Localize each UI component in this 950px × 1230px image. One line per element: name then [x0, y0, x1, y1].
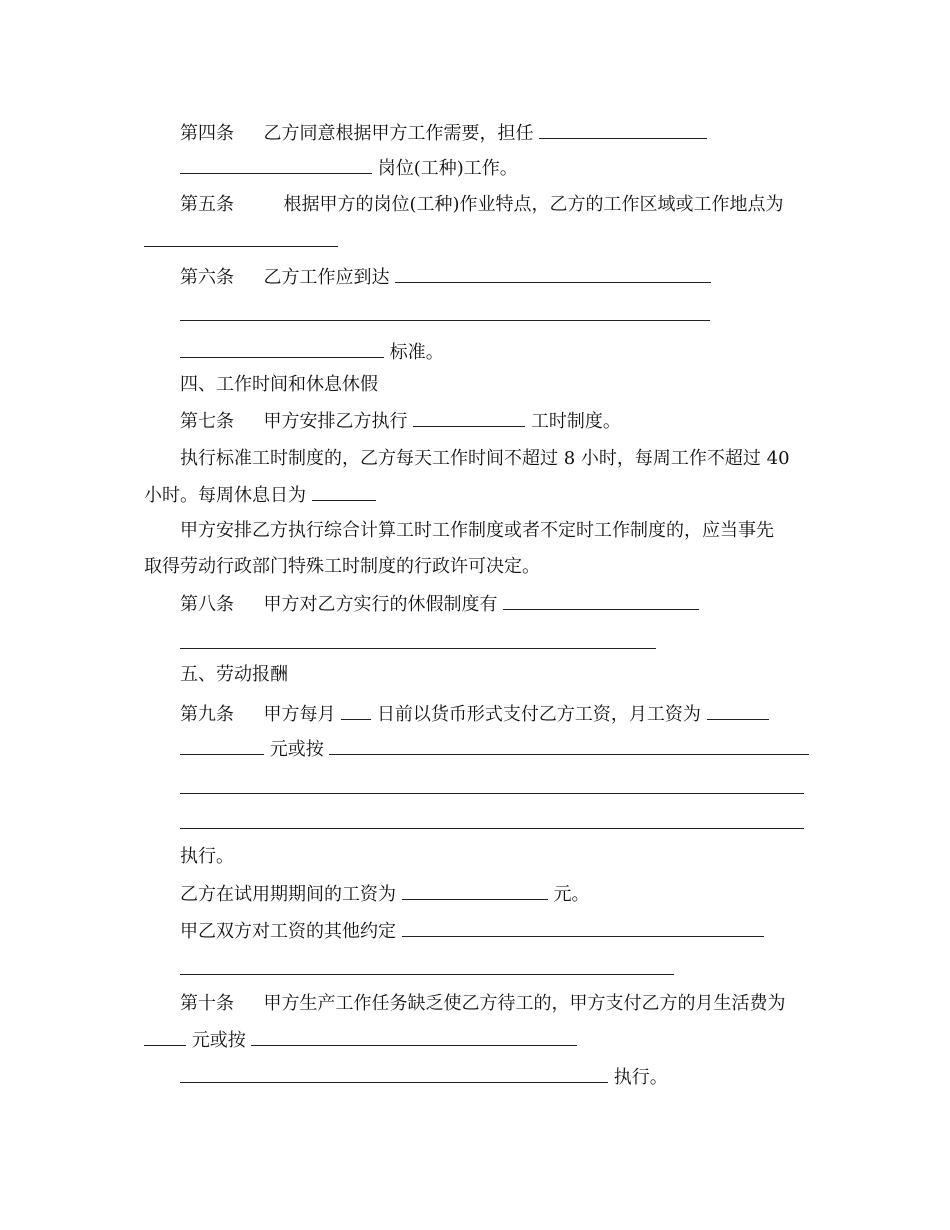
article-9-line1: [180, 703, 769, 726]
article-4-text: 乙方同意根据甲方工作需要，担任: [263, 123, 534, 144]
article-9-line5: [180, 846, 234, 868]
article-4-label: 第四条: [180, 123, 234, 144]
probation-text-a: 乙方在试用期期间的工资为: [180, 884, 396, 905]
position-blank: [539, 122, 707, 139]
article-8-line1: [180, 593, 699, 616]
allowance-method-blank-2: [180, 1066, 608, 1083]
flexible-hours-text-2: 取得劳动行政部门特殊工时制度的行政许可决定。: [144, 556, 540, 577]
section-4-heading: [180, 374, 378, 396]
flexible-hours-line2: [144, 556, 540, 578]
article-9-text-a: 甲方每月: [263, 704, 336, 725]
standard-hours-text-2: 小时。每周休息日为: [144, 485, 306, 506]
article-6-line1: [180, 266, 711, 289]
article-9-end: 执行。: [180, 846, 234, 867]
flexible-hours-line1: [180, 520, 774, 542]
article-6-end: 标准。: [389, 342, 444, 363]
flexible-hours-text-1: 甲方安排乙方执行综合计算工时工作制度或者不定时工作制度的，应当事先: [180, 520, 774, 541]
article-10-line1: [180, 993, 785, 1015]
wage-method-blank-2: [180, 793, 804, 794]
article-7-text: 甲方安排乙方执行: [263, 411, 408, 432]
article-10-line2: [144, 1029, 577, 1052]
article-8-text: 甲方对乙方实行的休假制度有: [263, 594, 498, 615]
standard-hours-text-1: 执行标准工时制度的，乙方每天工作时间不超过 8 小时，每周工作不超过 40: [180, 448, 790, 469]
article-8-label: 第八条: [180, 594, 234, 615]
article-7-label: 第七条: [180, 411, 234, 432]
probation-wage-line: [180, 883, 589, 906]
article-5-line1: [180, 194, 784, 216]
wage-method-blank-1: [329, 738, 809, 755]
article-9-text-b: 日前以货币形式支付乙方工资，月工资为: [376, 704, 701, 725]
article-5-text: 根据甲方的岗位(工种)作业特点，乙方的工作区域或工作地点为: [283, 194, 784, 215]
article-10-end: 执行。: [613, 1067, 668, 1088]
article-4-line1: [180, 122, 707, 145]
article-6-text: 乙方工作应到达: [263, 267, 390, 288]
monthly-wage-blank-2: [180, 738, 264, 755]
other-pay-blank-1: [402, 920, 764, 937]
probation-text-b: 元。: [553, 884, 590, 905]
living-allowance-blank: [144, 1029, 186, 1046]
monthly-wage-blank-1: [707, 703, 769, 720]
leave-system-blank-2: [180, 648, 656, 649]
other-pay-line1: [180, 920, 764, 943]
standard-hours-line1: [180, 448, 790, 470]
work-location-blank: [144, 246, 338, 247]
position-blank-2: [180, 157, 372, 174]
article-10-continuation: 元或按: [191, 1030, 246, 1051]
section-4-title: 四、工作时间和休息休假: [180, 374, 378, 395]
work-hour-blank: [413, 410, 525, 427]
article-6-line3: [180, 341, 444, 364]
article-9-continuation: 元或按: [269, 739, 324, 760]
leave-system-blank-1: [503, 593, 699, 610]
wage-method-blank-3: [180, 828, 804, 829]
standard-blank-1: [395, 266, 711, 283]
section-5-title: 五、劳动报酬: [180, 664, 288, 685]
article-5-label: 第五条: [180, 194, 234, 215]
other-pay-blank-2: [180, 974, 674, 975]
article-9-label: 第九条: [180, 704, 234, 725]
article-10-line3: [180, 1066, 668, 1089]
allowance-method-blank-1: [251, 1029, 577, 1046]
probation-wage-blank: [402, 883, 548, 900]
article-10-label: 第十条: [180, 993, 234, 1014]
article-4-continuation: 岗位(工种)工作。: [377, 158, 518, 179]
standard-blank-2: [180, 320, 710, 321]
article-6-label: 第六条: [180, 267, 234, 288]
article-10-text: 甲方生产工作任务缺乏使乙方待工的，甲方支付乙方的月生活费为: [263, 993, 786, 1014]
other-pay-text: 甲乙双方对工资的其他约定: [180, 921, 396, 942]
section-5-heading: [180, 664, 288, 686]
article-4-line2: [180, 157, 518, 180]
article-7-line: [180, 410, 621, 433]
article-9-line2: [180, 738, 809, 761]
pay-day-blank: [341, 703, 371, 720]
rest-day-blank: [312, 484, 376, 501]
standard-blank-3: [180, 341, 384, 358]
standard-hours-line2: [144, 484, 376, 507]
article-7-end: 工时制度。: [530, 411, 621, 432]
